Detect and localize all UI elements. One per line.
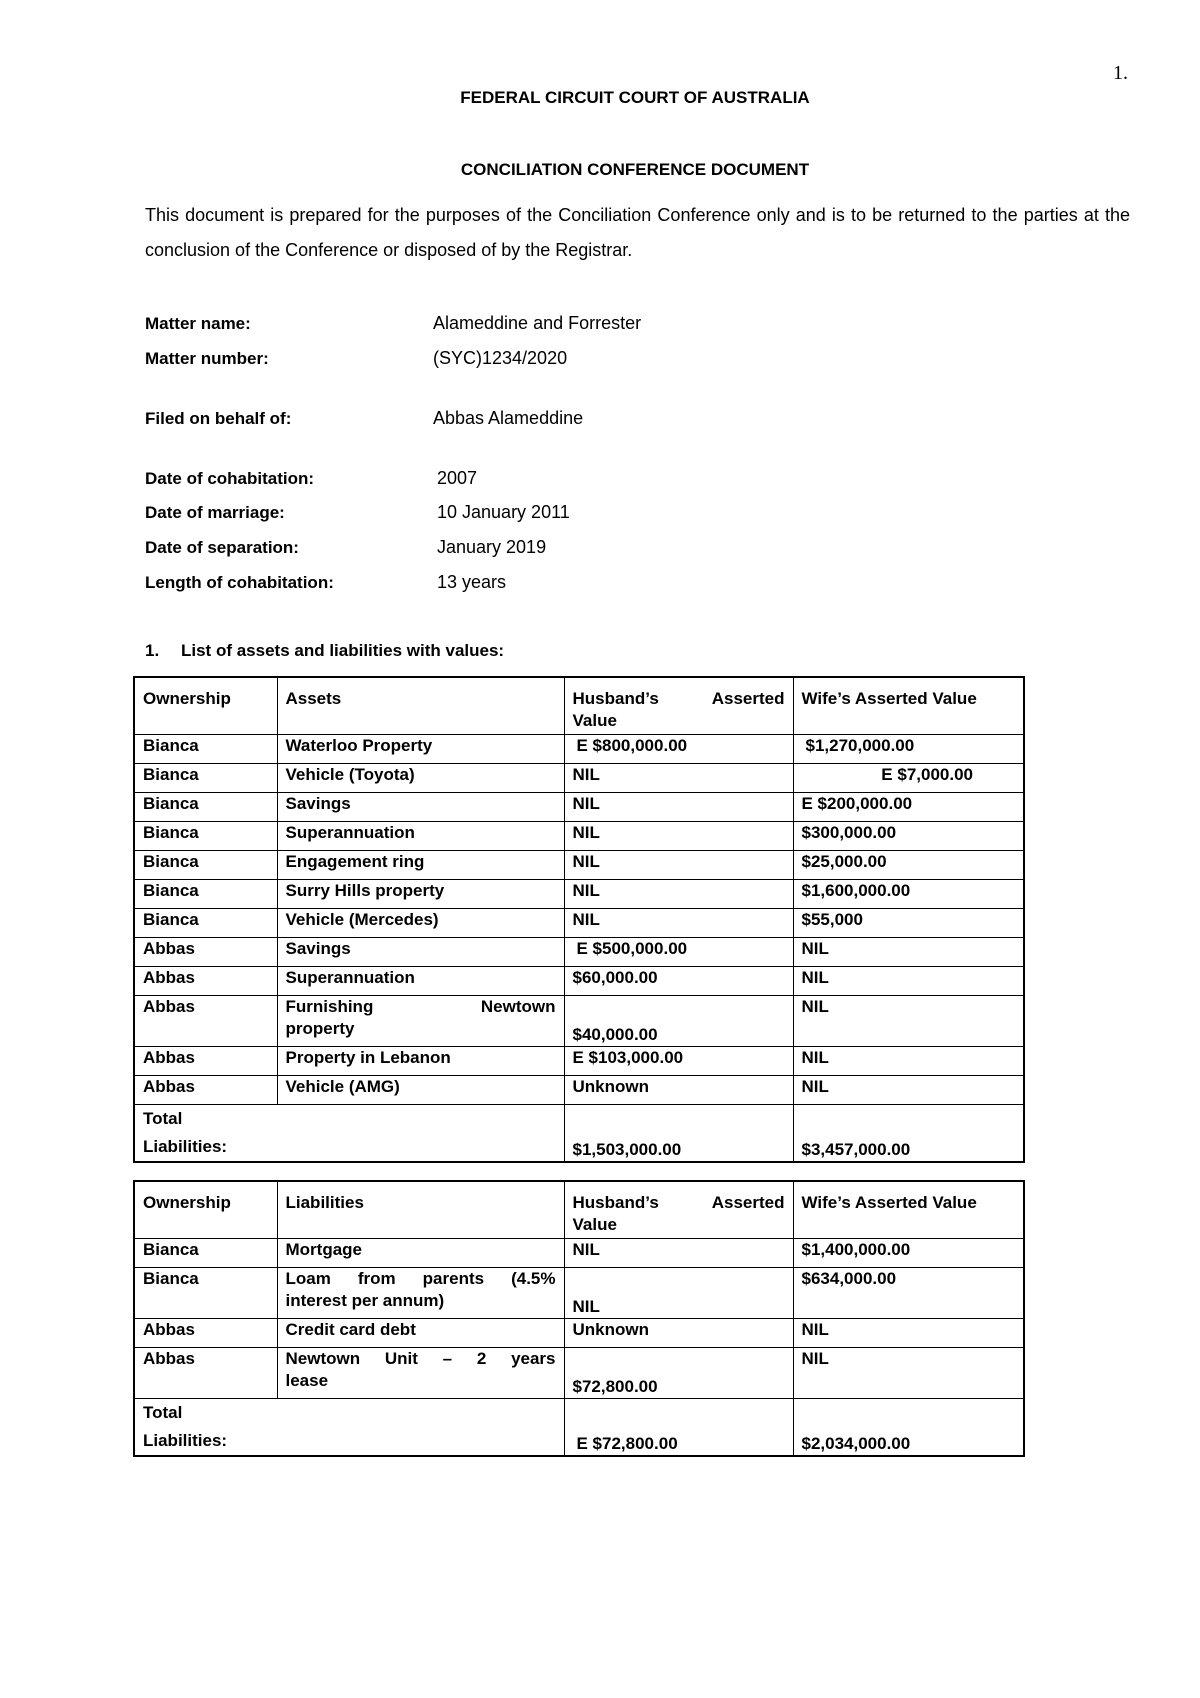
total-wife-value: $3,457,000.00: [793, 1104, 1024, 1162]
header-asserted-word: Asserted: [711, 689, 785, 708]
date-of-marriage-value: 10 January 2011: [437, 502, 570, 522]
cell-husband-value: NIL: [564, 1267, 793, 1318]
cell-ownership: Bianca: [134, 1267, 277, 1318]
cell-ownership: Abbas: [134, 995, 277, 1046]
cell-wife-value: NIL: [793, 995, 1024, 1046]
cell-ownership: Abbas: [134, 966, 277, 995]
header-ownership: Ownership: [134, 1181, 277, 1238]
header-ownership: Ownership: [134, 677, 277, 734]
cell-ownership: Abbas: [134, 1318, 277, 1347]
cell-liability-line-1: Loam from parents (4.5%: [285, 1268, 556, 1288]
cell-ownership: Bianca: [134, 908, 277, 937]
intro-paragraph: This document is prepared for the purposes of the Conciliation Conference only and is to be returned to the parties at the conclusion of the Conference or disposed of by the Registrar.: [145, 205, 1130, 260]
cell-wife-value: E $200,000.00: [793, 792, 1024, 821]
header-assets: Assets: [277, 677, 564, 734]
total-label-line-2: Liabilities:: [143, 1136, 228, 1156]
cell-liability: Credit card debt: [277, 1318, 564, 1347]
table-row: [134, 908, 1024, 937]
cell-asset: Surry Hills property: [277, 879, 564, 908]
table-header-row: [134, 1181, 1024, 1238]
cell-wife-value: $1,400,000.00: [793, 1238, 1024, 1267]
cell-wife-value: $1,600,000.00: [793, 879, 1024, 908]
header-liabilities: Liabilities: [277, 1181, 564, 1238]
table-row: [134, 879, 1024, 908]
cell-husband-value: E $800,000.00: [564, 734, 793, 763]
cell-husband-value: E $103,000.00: [564, 1046, 793, 1075]
cell-liability-line-1: Newtown Unit – 2 years: [285, 1348, 556, 1368]
cell-asset: Property in Lebanon: [277, 1046, 564, 1075]
table-row: [134, 734, 1024, 763]
cell-ownership: Bianca: [134, 763, 277, 792]
cell-asset: Superannuation: [277, 821, 564, 850]
table-row: [134, 995, 1024, 1046]
header-value-word: Value: [572, 711, 617, 730]
cell-husband-value: NIL: [564, 792, 793, 821]
cell-wife-value: $1,270,000.00: [793, 734, 1024, 763]
cell-husband-value: Unknown: [564, 1075, 793, 1104]
cell-liability: [277, 1347, 564, 1398]
table-row: [134, 1238, 1024, 1267]
cell-liability-line-2: lease: [285, 1370, 329, 1390]
table-row: [134, 821, 1024, 850]
table-row: [134, 1046, 1024, 1075]
table-row: [134, 937, 1024, 966]
cell-wife-value: NIL: [793, 1046, 1024, 1075]
total-label: [134, 1398, 564, 1456]
cell-husband-value: NIL: [564, 908, 793, 937]
cell-husband-value: NIL: [564, 763, 793, 792]
cell-husband-value: Unknown: [564, 1318, 793, 1347]
section-number: 1.: [145, 641, 160, 660]
cell-asset-line-2: property: [285, 1018, 355, 1038]
cell-wife-value: $300,000.00: [793, 821, 1024, 850]
cell-wife-value: NIL: [793, 1075, 1024, 1104]
cell-ownership: Bianca: [134, 792, 277, 821]
matter-number-label: Matter number:: [145, 349, 269, 368]
date-of-cohabitation-value: 2007: [437, 468, 478, 488]
header-wife-value: Wife’s Asserted Value: [793, 1181, 1024, 1238]
header-husband-word: Husband’s: [572, 1193, 659, 1212]
cell-wife-value: $55,000: [793, 908, 1024, 937]
table-row: [134, 1267, 1024, 1318]
cell-asset: Waterloo Property: [277, 734, 564, 763]
assets-table: [133, 676, 1025, 1163]
length-of-cohabitation-label: Length of cohabitation:: [145, 573, 334, 592]
cell-asset: Vehicle (AMG): [277, 1075, 564, 1104]
cell-asset: Savings: [277, 792, 564, 821]
total-husband-value: $1,503,000.00: [564, 1104, 793, 1162]
header-value-word: Value: [572, 1215, 617, 1234]
header-asserted-word: Asserted: [711, 1193, 785, 1212]
total-husband-value: E $72,800.00: [564, 1398, 793, 1456]
cell-husband-value: NIL: [564, 821, 793, 850]
cell-ownership: Bianca: [134, 821, 277, 850]
date-of-cohabitation-label: Date of cohabitation:: [145, 469, 315, 488]
cell-ownership: Abbas: [134, 1075, 277, 1104]
matter-name-value: Alameddine and Forrester: [433, 313, 642, 333]
filed-on-behalf-label: Filed on behalf of:: [145, 409, 292, 428]
cell-asset: Savings: [277, 937, 564, 966]
cell-ownership: Bianca: [134, 1238, 277, 1267]
header-wife-value: Wife’s Asserted Value: [793, 677, 1024, 734]
cell-wife-value: NIL: [793, 966, 1024, 995]
cell-ownership: Bianca: [134, 850, 277, 879]
cell-husband-value: $72,800.00: [564, 1347, 793, 1398]
total-label: [134, 1104, 564, 1162]
cell-ownership: Abbas: [134, 1046, 277, 1075]
total-label-line-1: Total: [143, 1108, 183, 1128]
liabilities-table: [133, 1180, 1025, 1457]
table-row: [134, 966, 1024, 995]
cell-wife-value: NIL: [793, 1347, 1024, 1398]
cell-wife-value: NIL: [793, 937, 1024, 966]
matter-number-value: (SYC)1234/2020: [433, 348, 568, 368]
cell-wife-value: NIL: [793, 1318, 1024, 1347]
cell-husband-value: $60,000.00: [564, 966, 793, 995]
cell-asset: Vehicle (Mercedes): [277, 908, 564, 937]
date-of-marriage-label: Date of marriage:: [145, 503, 285, 522]
cell-asset-word-2: Newtown: [480, 996, 556, 1016]
cell-liability: [277, 1267, 564, 1318]
filed-on-behalf-value: Abbas Alameddine: [433, 408, 584, 428]
cell-ownership: Abbas: [134, 937, 277, 966]
length-of-cohabitation-value: 13 years: [437, 572, 507, 592]
cell-husband-value: E $500,000.00: [564, 937, 793, 966]
cell-asset: Vehicle (Toyota): [277, 763, 564, 792]
cell-asset: Engagement ring: [277, 850, 564, 879]
header-husband-value: [564, 677, 793, 734]
cell-ownership: Bianca: [134, 734, 277, 763]
document-title: CONCILIATION CONFERENCE DOCUMENT: [460, 160, 810, 179]
cell-husband-value: NIL: [564, 850, 793, 879]
cell-liability-line-2: interest per annum): [285, 1290, 445, 1310]
cell-wife-value: $634,000.00: [793, 1267, 1024, 1318]
table-row: [134, 763, 1024, 792]
table-row: [134, 1075, 1024, 1104]
page-number: 1.: [1113, 62, 1128, 84]
total-label-line-1: Total: [143, 1402, 183, 1422]
cell-husband-value: NIL: [564, 879, 793, 908]
court-title: FEDERAL CIRCUIT COURT OF AUSTRALIA: [460, 88, 810, 107]
cell-asset-word-1: Furnishing: [285, 996, 374, 1016]
cell-husband-value: NIL: [564, 1238, 793, 1267]
total-wife-value: $2,034,000.00: [793, 1398, 1024, 1456]
cell-wife-value: E $7,000.00: [793, 763, 1024, 792]
cell-ownership: Bianca: [134, 879, 277, 908]
table-row: [134, 1318, 1024, 1347]
cell-wife-value: $25,000.00: [793, 850, 1024, 879]
header-husband-word: Husband’s: [572, 689, 659, 708]
matter-name-label: Matter name:: [145, 314, 251, 333]
table-total-row: [134, 1104, 1024, 1162]
cell-asset: [277, 995, 564, 1046]
cell-husband-value: $40,000.00: [564, 995, 793, 1046]
total-label-line-2: Liabilities:: [143, 1430, 228, 1450]
header-husband-value: [564, 1181, 793, 1238]
section-heading: [145, 641, 504, 661]
cell-asset: Superannuation: [277, 966, 564, 995]
section-title: List of assets and liabilities with values:: [181, 641, 505, 660]
cell-ownership: Abbas: [134, 1347, 277, 1398]
table-total-row: [134, 1398, 1024, 1456]
table-header-row: [134, 677, 1024, 734]
table-row: [134, 1347, 1024, 1398]
table-row: [134, 850, 1024, 879]
date-of-separation-value: January 2019: [437, 537, 547, 557]
date-of-separation-label: Date of separation:: [145, 538, 299, 557]
cell-liability: Mortgage: [277, 1238, 564, 1267]
table-row: [134, 792, 1024, 821]
